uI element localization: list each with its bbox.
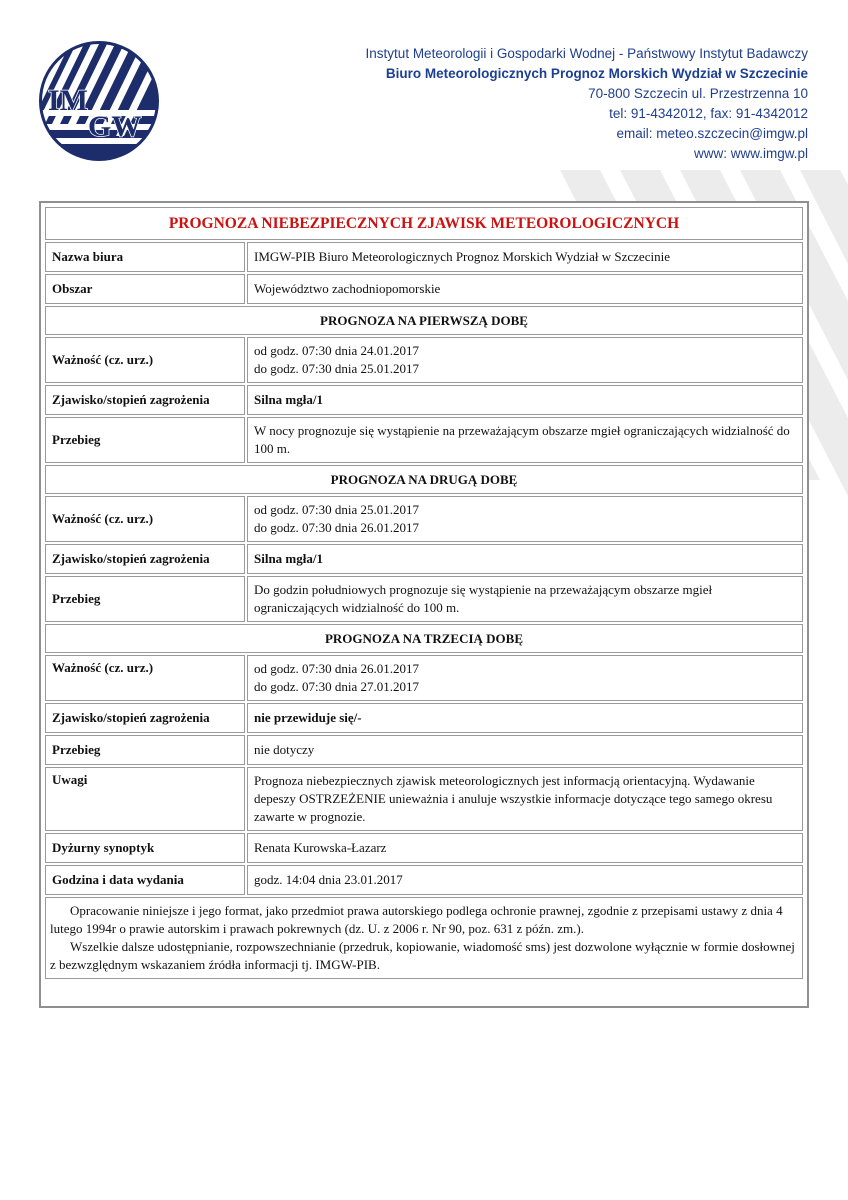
day2-phenomenon-label: Zjawisko/stopień zagrożenia — [45, 544, 245, 574]
day3-phenomenon-value: nie przewiduje się/- — [247, 703, 803, 733]
day3-phenomenon-row — [45, 703, 803, 733]
day2-course-label: Przebieg — [45, 576, 245, 622]
svg-text:IM: IM — [48, 84, 88, 117]
day1-validity-value — [247, 337, 803, 383]
day2-heading: PROGNOZA NA DRUGĄ DOBĘ — [45, 465, 803, 494]
day2-phenomenon-row — [45, 544, 803, 574]
day1-validity-row — [45, 337, 803, 383]
issued-value: godz. 14:04 dnia 23.01.2017 — [247, 865, 803, 895]
day2-validity-from: od godz. 07:30 dnia 25.01.2017 — [254, 502, 420, 517]
copyright-paragraph-1: Opracowanie niniejsze i jego format, jako przedmiot prawa autorskiego podlega ochronie prawnej, zgodnie z przepisami ustawy z dnia 4 lutego 1994r o prawie autorskim i prawach pokrewnych (dz. U. z 2006 r. Nr 90, poz. 631 z późn. zm.). — [50, 903, 783, 936]
day3-course-label: Przebieg — [45, 735, 245, 765]
day2-validity-to: do godz. 07:30 dnia 26.01.2017 — [254, 520, 420, 535]
institute-name: Instytut Meteorologii i Gospodarki Wodnej - Państwowy Instytut Badawczy — [365, 46, 808, 61]
issued-label: Godzina i data wydania — [45, 865, 245, 895]
day3-validity-from: od godz. 07:30 dnia 26.01.2017 — [254, 661, 420, 676]
imgw-logo — [38, 40, 160, 162]
office-value: IMGW-PIB Biuro Meteorologicznych Prognoz Morskich Wydział w Szczecinie — [247, 242, 803, 272]
area-value: Województwo zachodniopomorskie — [247, 274, 803, 304]
day3-validity-row — [45, 655, 803, 701]
day3-validity-to: do godz. 07:30 dnia 27.01.2017 — [254, 679, 420, 694]
day3-validity-label: Ważność (cz. urz.) — [45, 655, 245, 701]
document-title: PROGNOZA NIEBEZPIECZNYCH ZJAWISK METEOROLOGICZNYCH — [45, 207, 803, 240]
day2-validity-label: Ważność (cz. urz.) — [45, 496, 245, 542]
day1-phenomenon-label: Zjawisko/stopień zagrożenia — [45, 385, 245, 415]
day1-validity-to: do godz. 07:30 dnia 25.01.2017 — [254, 361, 420, 376]
day1-course-label: Przebieg — [45, 417, 245, 463]
forecaster-value: Renata Kurowska-Łazarz — [247, 833, 803, 863]
day1-validity-from: od godz. 07:30 dnia 24.01.2017 — [254, 343, 420, 358]
day3-course-row — [45, 735, 803, 765]
day3-heading: PROGNOZA NA TRZECIĄ DOBĘ — [45, 624, 803, 653]
svg-text:GW: GW — [88, 110, 142, 143]
day2-course-value: Do godzin południowych prognozuje się wystąpienie na przeważającym obszarze mgieł ograniczających widzialność do 100 m. — [247, 576, 803, 622]
forecast-table — [43, 205, 805, 981]
day2-validity-value — [247, 496, 803, 542]
office-email[interactable]: email: meteo.szczecin@imgw.pl — [616, 126, 808, 141]
issued-row — [45, 865, 803, 895]
day3-course-value: nie dotyczy — [247, 735, 803, 765]
forecast-document — [39, 201, 809, 1008]
remarks-row — [45, 767, 803, 831]
area-row — [45, 274, 803, 304]
remarks-label: Uwagi — [45, 767, 245, 831]
day1-course-value: W nocy prognozuje się wystąpienie na przeważającym obszarze mgieł ograniczających widzialność do 100 m. — [247, 417, 803, 463]
day2-phenomenon-value: Silna mgła/1 — [247, 544, 803, 574]
day1-course-row — [45, 417, 803, 463]
office-phone: tel: 91-4342012, fax: 91-4342012 — [609, 106, 808, 121]
forecaster-label: Dyżurny synoptyk — [45, 833, 245, 863]
day1-phenomenon-value: Silna mgła/1 — [247, 385, 803, 415]
day2-validity-row — [45, 496, 803, 542]
day2-course-row — [45, 576, 803, 622]
area-label: Obszar — [45, 274, 245, 304]
day3-validity-value — [247, 655, 803, 701]
day1-validity-label: Ważność (cz. urz.) — [45, 337, 245, 383]
day1-heading: PROGNOZA NA PIERWSZĄ DOBĘ — [45, 306, 803, 335]
remarks-value: Prognoza niebezpiecznych zjawisk meteorologicznych jest informacją orientacyjną. Wydawanie depeszy OSTRZEŻENIE unieważnia i anuluje wszystkie informacje dotyczące tego samego okresu zawarte w prognozie. — [247, 767, 803, 831]
office-address: 70-800 Szczecin ul. Przestrzenna 10 — [588, 86, 808, 101]
office-website[interactable]: www: www.imgw.pl — [693, 146, 808, 161]
day3-phenomenon-label: Zjawisko/stopień zagrożenia — [45, 703, 245, 733]
copyright-notice — [45, 897, 803, 979]
institution-header — [366, 44, 808, 164]
day1-phenomenon-row — [45, 385, 803, 415]
office-label: Nazwa biura — [45, 242, 245, 272]
forecaster-row — [45, 833, 803, 863]
office-name: Biuro Meteorologicznych Prognoz Morskich Wydział w Szczecinie — [385, 66, 808, 81]
office-row — [45, 242, 803, 272]
copyright-paragraph-2: Wszelkie dalsze udostępnianie, rozpowszechnianie (przedruk, kopiowanie, wiadomość sms) jest dozwolone wyłącznie w formie dosłownej z bezwzględnym wskazaniem źródła informacji tj. IMGW-PIB. — [50, 939, 795, 972]
